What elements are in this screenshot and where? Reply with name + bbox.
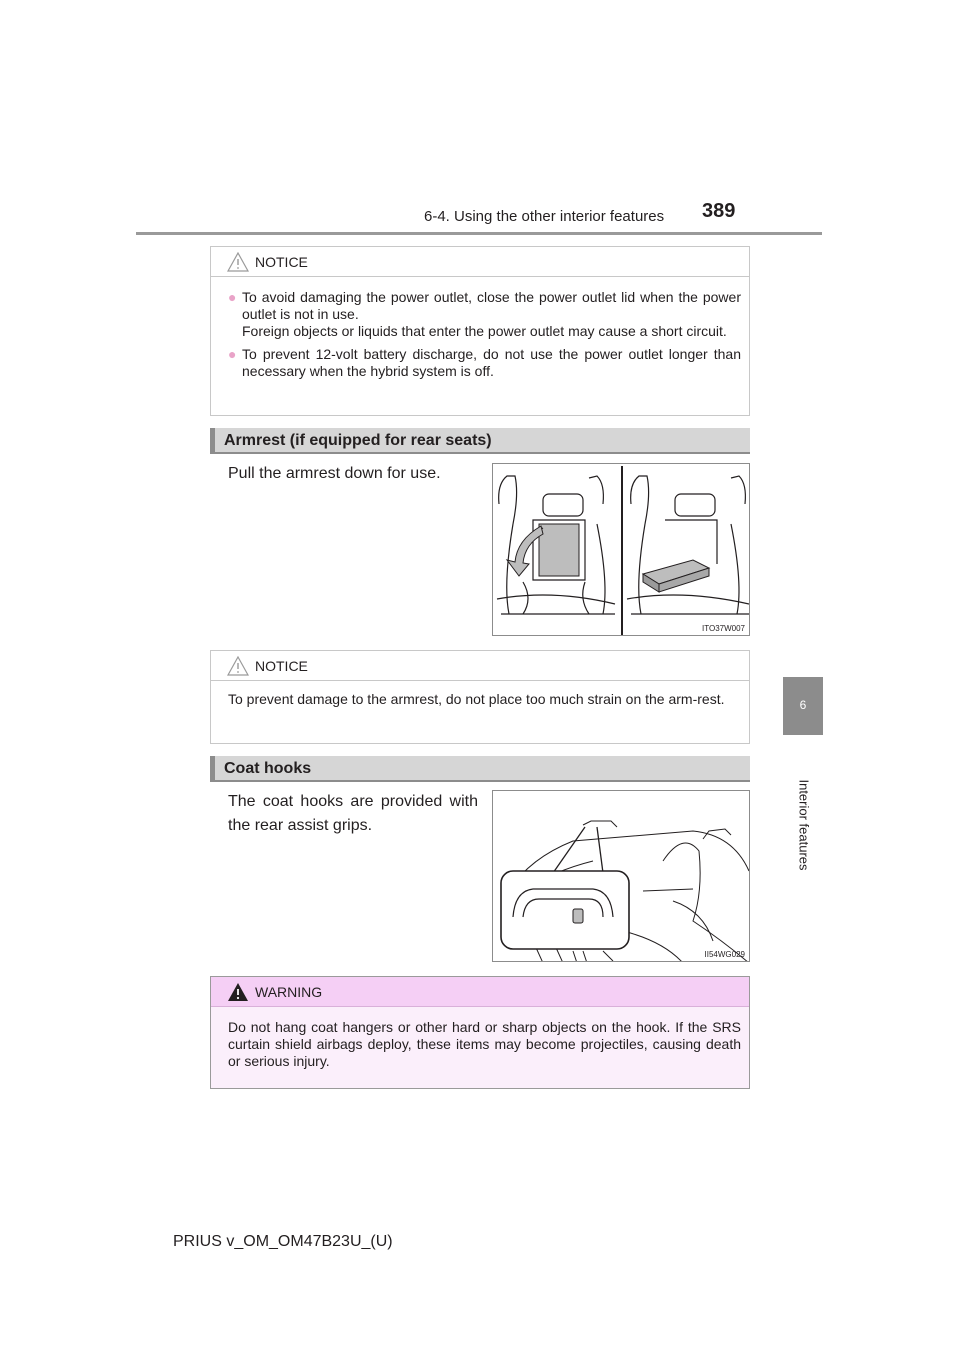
heading-accent	[210, 756, 215, 782]
armrest-illustration	[492, 463, 750, 636]
chapter-label	[764, 770, 844, 880]
warning-triangle-icon	[227, 252, 249, 272]
warning-header	[211, 977, 749, 1007]
notice-bullet-text: To avoid damaging the power outlet, close the power outlet lid when the power outlet is not in use.	[242, 289, 741, 322]
notice-bullet-text: To prevent 12-volt battery discharge, do not use the power outlet longer than necessary when the hybrid system is off.	[242, 346, 741, 379]
section-heading-coat-hooks	[210, 756, 750, 782]
coat-hook-drawing	[493, 791, 750, 962]
warning-box	[210, 976, 750, 1089]
notice-box-armrest	[210, 650, 750, 744]
warning-title: WARNING	[255, 984, 323, 1000]
notice-bullet	[228, 289, 741, 340]
warning-triangle-icon	[227, 982, 249, 1002]
illustration-code: ITO37W007	[702, 624, 745, 633]
illustration-code: II54WG029	[704, 950, 745, 959]
heading-text: Armrest (if equipped for rear seats)	[224, 432, 492, 449]
chapter-label-text: Interior features	[796, 779, 812, 871]
coat-hook-illustration	[492, 790, 750, 962]
warning-text: Do not hang coat hangers or other hard or sharp objects on the hook. If the SRS curtain shield airbags deploy, these items may become projectiles, causing death or serious injury.	[228, 1019, 741, 1069]
notice-title: NOTICE	[255, 658, 308, 674]
notice-header	[211, 651, 749, 681]
armrest-drawing	[493, 464, 750, 636]
chapter-tab	[783, 677, 823, 735]
notice-text: To prevent damage to the armrest, do not place too much strain on the arm-rest.	[228, 691, 725, 707]
heading-text: Coat hooks	[224, 760, 312, 777]
notice-bullet	[228, 346, 741, 380]
footer-model-code: PRIUS v_OM_OM47B23U_(U)	[173, 1233, 393, 1250]
coat-hooks-description: The coat hooks are provided with the rear assist grips.	[228, 793, 478, 834]
warning-triangle-icon	[227, 656, 249, 676]
notice-box-power-outlet	[210, 246, 750, 416]
notice-header	[211, 247, 749, 277]
armrest-instruction: Pull the armrest down for use.	[228, 465, 441, 482]
chapter-number: 6	[799, 698, 807, 712]
heading-accent	[210, 428, 215, 454]
section-title: 6-4. Using the other interior features	[424, 208, 665, 225]
notice-body	[228, 289, 741, 386]
bullet-dot-icon: ●	[228, 346, 237, 362]
page-number: 389	[702, 200, 736, 222]
notice-bullet-text-extra: Foreign objects or liquids that enter the power outlet may cause a short circuit.	[242, 323, 727, 339]
section-heading-armrest	[210, 428, 750, 454]
header-rule	[136, 232, 822, 235]
notice-title: NOTICE	[255, 254, 308, 270]
bullet-dot-icon: ●	[228, 289, 237, 305]
